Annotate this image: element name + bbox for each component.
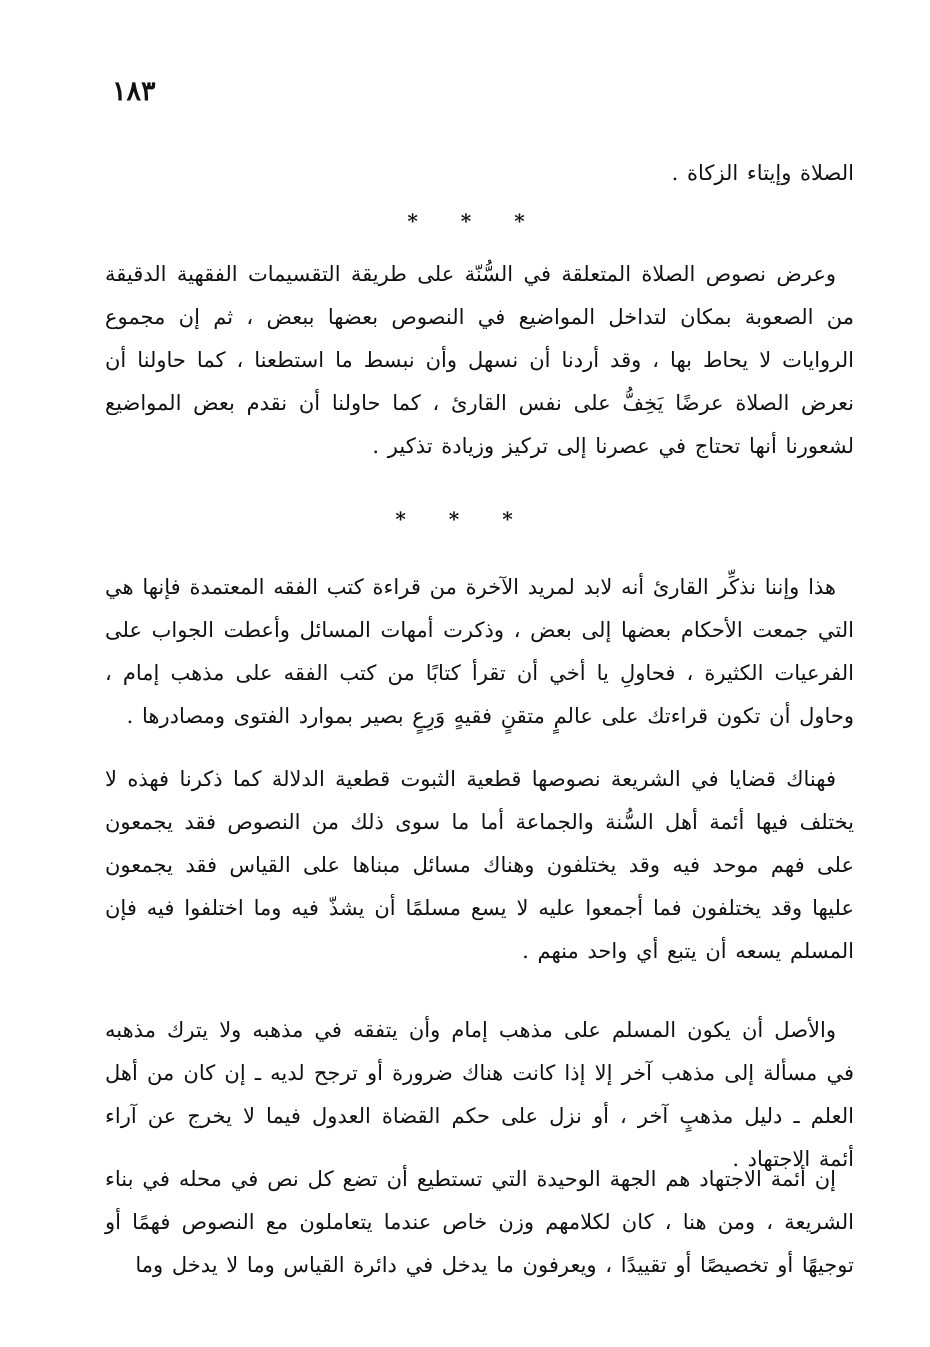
- paragraph-2: وعرض نصوص الصلاة المتعلقة في السُّنّة على طريقة التقسيمات الفقهية الدقيقة من الصعوبة بمكان لتداخل المواضيع في النصوص بعضها ببعض ، ثم إن مجموع الروايات لا يحاط بها ، وقد أردنا أن نسهل وأن نبسط ما استطعنا ، كما حاولنا أن نعرض الصلاة عرضًا يَخِفُّ على نفس القارئ ، كما حاولنا أن نقدم بعض المواضيع لشعورنا أنها تحتاج في عصرنا إلى تركيز وزيادة تذكير .: [105, 262, 854, 458]
- section-separator-2: * * *: [395, 507, 531, 531]
- page-number: ١٨٣: [112, 76, 156, 107]
- section-separator-1: * * *: [407, 209, 543, 233]
- paragraph-1: الصلاة وإيتاء الزكاة .: [671, 161, 854, 185]
- paragraph-4: فهناك قضايا في الشريعة نصوصها قطعية الثبوت قطعية الدلالة كما ذكرنا فهذه لا يختلف فيها أئمة أهل السُّنة والجماعة أما ما سوى ذلك من النصوص فقد يجمعون على فهم موحد فيه وقد يختلفون وهناك مسائل مبناها على القياس فقد يجمعون عليها وقد يختلفون فما أجمعوا عليه لا يسع مسلمًا أن يشذّ فيه وما اختلفوا فيه فإن المسلم يسعه أن يتبع أي واحد منهم .: [105, 767, 854, 963]
- paragraph-3: هذا وإننا نذكِّر القارئ أنه لابد لمريد الآخرة من قراءة كتب الفقه المعتمدة فإنها هي التي جمعت الأحكام بعضها إلى بعض ، وذكرت أمهات المسائل وأعطت الجواب على الفرعيات الكثيرة ، فحاولِ يا أخي أن تقرأ كتابًا من كتب الفقه على مذهب إمام ، وحاول أن تكون قراءتك على عالمٍ متقنٍ فقيهٍ وَرِعٍ بصير بموارد الفتوى ومصادرها .: [105, 575, 854, 728]
- paragraph-5: والأصل أن يكون المسلم على مذهب إمام وأن يتفقه في مذهبه ولا يترك مذهبه في مسألة إلى مذهب آخر إلا إذا كانت هناك ضرورة أو ترجح لديه ـ إن كان من أهل العلم ـ دليل مذهبٍ آخر ، أو نزل على حكم القضاة العدول فيما لا يخرج عن آراء أئمة الاجتهاد .: [105, 1018, 854, 1171]
- paragraph-6: إن أئمة الاجتهاد هم الجهة الوحيدة التي تستطيع أن تضع كل نص في محله في بناء الشريعة ، ومن هنا ، كان لكلامهم وزن خاص عندما يتعاملون مع النصوص فهمًا أو توجيهًا أو تخصيصًا أو تقييدًا ، ويعرفون ما يدخل في دائرة القياس وما لا يدخل وما: [105, 1167, 854, 1277]
